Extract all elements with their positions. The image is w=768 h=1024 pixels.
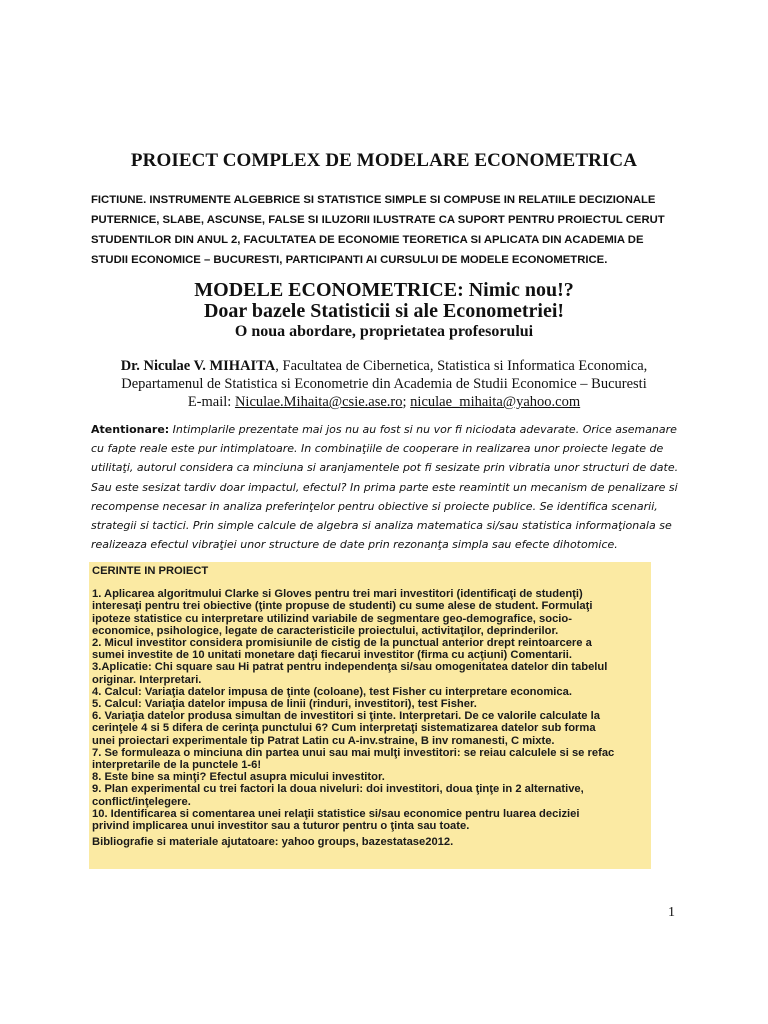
document-subtitle [91, 190, 691, 270]
requirement-line: 10. Identificarea si comentarea unei relaţii statistice si/sau economice pentru luarea deciziei [92, 807, 580, 820]
notice-line: recompense necesar in analiza preferinţelor pentru obiective si proiecte publice. Se identifica scenarii, [91, 499, 658, 513]
email-link-2[interactable]: niculae_mihaita@yahoo.com [410, 394, 581, 410]
requirement-line: 1. Aplicarea algoritmului Clarke si Gloves pentru trei mari investitori (identificaţi de studenţi) [92, 588, 583, 601]
requirement-line: cerinţele 4 si 5 difera de cerinţa punctului 6? Cum interpretaţi sistematizarea datelor sub forma [92, 722, 596, 735]
requirement-line: 2. Micul investitor considera promisiunile de cistig de la punctual anterior drept reintoarcere a [92, 637, 592, 650]
section-heading-tertiary: O noua abordare, proprietatea profesorului [234, 323, 534, 340]
spacer [92, 577, 648, 588]
subtitle-line: STUDENTILOR DIN ANUL 2, FACULTATEA DE ECONOMIE TEORETICA SI APLICATA DIN ACADEMIA DE [91, 234, 644, 246]
notice-line-text: Intimplarile prezentate mai jos nu au fost si nu vor fi niciodata adevarate. Orice asemanare [169, 423, 677, 436]
email-prefix: E-mail: [187, 394, 235, 410]
requirement-line: 9. Plan experimental cu trei factori la doua niveluri: doi investitori, doua ţinţe in 2 alternative, [92, 783, 584, 796]
requirements-list [92, 565, 648, 848]
section-heading-secondary: Doar bazele Statisticii si ale Econometriei! [203, 300, 565, 322]
author-name: Dr. Niculae V. MIHAITA [120, 358, 276, 374]
subtitle-line: STUDII ECONOMICE – BUCURESTI, PARTICIPANTI AI CURSULUI DE MODELE ECONOMETRICE. [91, 254, 608, 266]
page-number: 1 [668, 905, 675, 920]
requirement-line: unei proiectari experimentale tip Patrat Latin cu A-inv.straine, B inv romanesti, C mixte. [92, 734, 555, 747]
requirement-line: interpretarile de la punctele 1-6! [92, 759, 262, 772]
requirements-heading: CERINTE IN PROIECT [92, 565, 209, 577]
notice-line: realizeaza efectul vibraţiei unor structure de date prin rezonanţa simpla sau efecte dihotomice. [91, 538, 618, 552]
notice-line: Sau este sesizat tardiv doar impactul, efectul? In prima parte este reamintit un mecanism de penalizare si [91, 480, 678, 494]
requirement-line: interesaţi pentru trei obiective (ţinte propuse de studenti) cu sume alese de student. Formulaţi [92, 600, 593, 613]
requirement-line: 4. Calcul: Variaţia datelor impusa de ţinte (coloane), test Fisher cu interpretare economica. [92, 685, 572, 698]
author-affiliation: , Facultatea de Cibernetica, Statistica si Informatica Economica, [275, 358, 648, 374]
requirement-line: sumei investite de 10 unitati monetare daţi fiecarui investitor (firma cu acţiuni) Comentarii. [92, 649, 572, 662]
notice-paragraph [91, 420, 679, 554]
notice-line: cu fapte reale este pur intimplatoare. In combinaţiile de cooperare in realizarea unor proiecte legate de [91, 442, 664, 456]
document-title: PROIECT COMPLEX DE MODELARE ECONOMETRICA [130, 150, 638, 171]
requirement-line: 7. Se formuleaza o minciuna din partea unui sau mai mulţi investitori: se reiau calculele si se refac [92, 746, 615, 759]
author-block [0, 357, 768, 411]
requirement-line: conflict/inţelegere. [92, 795, 191, 808]
author-department: Departamenul de Statistica si Econometrie din Academia de Studii Economice – Bucuresti [121, 376, 647, 392]
notice-line [91, 420, 679, 439]
requirement-line: 8. Este bine sa minţi? Efectul asupra micului investitor. [92, 771, 385, 784]
requirement-line: originar. Interpretari. [92, 673, 202, 686]
notice-line: strategii si tactici. Prin simple calcule de algebra si analiza matematica si/sau statistica informaţionala se [91, 519, 672, 533]
subtitle-line: FICTIUNE. INSTRUMENTE ALGEBRICE SI STATISTICE SIMPLE SI COMPUSE IN RELATIILE DECIZIONALE [91, 194, 656, 206]
email-link-1[interactable]: Niculae.Mihaita@csie.ase.ro [234, 394, 403, 410]
author-line-1 [0, 357, 768, 375]
section-heading-main: MODELE ECONOMETRICE: Nimic nou!? [194, 279, 574, 301]
requirement-line: 6. Variaţia datelor produsa simultan de investitori si ţinte. Interpretari. De ce valorile calculate la [92, 710, 600, 723]
author-email-line [0, 393, 768, 411]
notice-label: Atentionare: [91, 423, 170, 436]
requirement-line: privind implicarea unui investitor sau a tuturor pentru o ţinta sau toate. [92, 820, 470, 833]
requirement-line: ipoteze statistice cu interpretare utilizind variabile de segmentare geo-demografice, socio- [92, 612, 572, 625]
requirement-line: 3.Aplicatie: Chi square sau Hi patrat pentru independenţa si/sau omogenitatea datelor din tabelul [92, 661, 608, 674]
notice-line: utilitaţi, autorul considera ca minciuna si aranjamentele pot fi sesizate prin vibratia unor structuri de date. [91, 461, 679, 475]
requirement-line: economice, psihologice, legate de caracteristicile proiectului, activitaţilor, deprinderilor. [92, 624, 559, 637]
subtitle-line: PUTERNICE, SLABE, ASCUNSE, FALSE SI ILUZORII ILUSTRATE CA SUPORT PENTRU PROIECTUL CERUT [91, 214, 665, 226]
requirement-line: 5. Calcul: Variaţia datelor impusa de linii (rinduri, investitori), test Fisher. [92, 698, 477, 711]
email-separator: ; [402, 394, 411, 410]
bibliography-line: Bibliografie si materiale ajutatoare: yahoo groups, bazestatase2012. [92, 836, 454, 849]
